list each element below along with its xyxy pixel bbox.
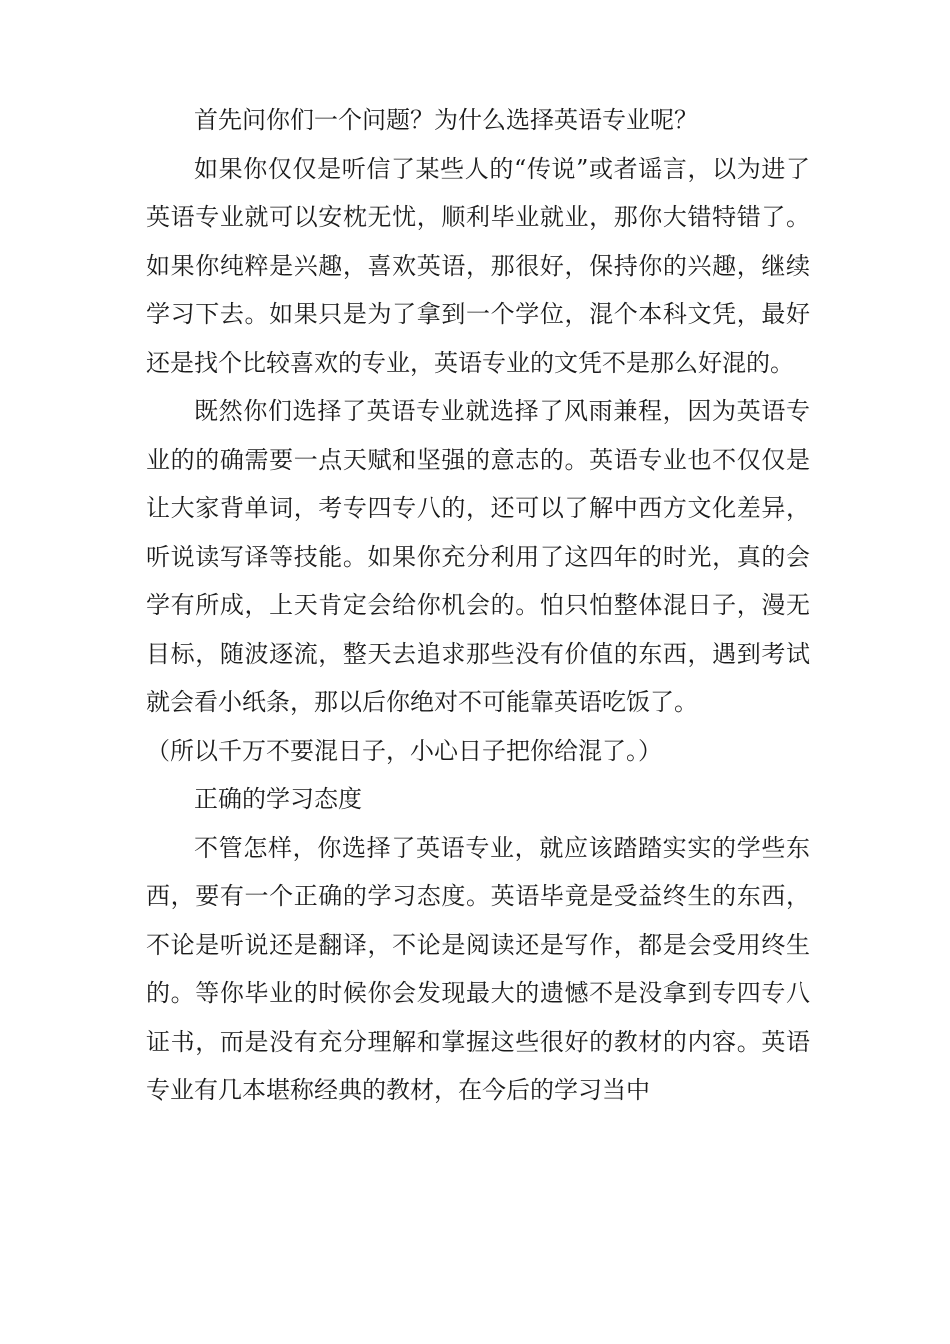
paragraph-question: 首先问你们一个问题？为什么选择英语专业呢？: [194, 106, 698, 134]
paragraph-parenthetical-note: （所以千万不要混日子，小心日子把你给混了。）: [146, 736, 662, 765]
paragraph-commitment: 既然你们选择了英语专业就选择了风雨兼程，因为英语专业的的确需要一点天赋和坚强的意志的。英语专业也不仅仅是让大家背单词，考专四专八的，还可以了解中西方文化差异，听说读写译等技能。如果你充分利用了这四年的时光，真的会学有所成，上天肯定会给你机会的。怕只怕整体混日子，漫无目标，随波逐流，整天去追求那些没有价值的东西，遇到考试就会看小纸条，那以后你绝对不可能靠英语吃饭了。: [146, 397, 810, 716]
paragraph-motivation: 如果你仅仅是听信了某些人的“传说”或者谣言，以为进了英语专业就可以安枕无忧，顺利毕业就业，那你大错特错了。如果你纯粹是兴趣，喜欢英语，那很好，保持你的兴趣，继续学习下去。如果只是为了拿到一个学位，混个本科文凭，最好还是找个比较喜欢的专业，英语专业的文凭不是那么好混的。: [146, 154, 810, 377]
document-body: [146, 96, 810, 1115]
section-heading-study-attitude: 正确的学习态度: [194, 785, 362, 813]
paragraph-study-attitude: 不管怎样，你选择了英语专业，就应该踏踏实实的学些东西，要有一个正确的学习态度。英语毕竟是受益终生的东西，不论是听说还是翻译，不论是阅读还是写作，都是会受用终生的。等你毕业的时候你会发现最大的遗憾不是没拿到专四专八证书，而是没有充分理解和掌握这些很好的教材的内容。英语专业有几本堪称经典的教材，在今后的学习当中: [146, 833, 810, 1104]
